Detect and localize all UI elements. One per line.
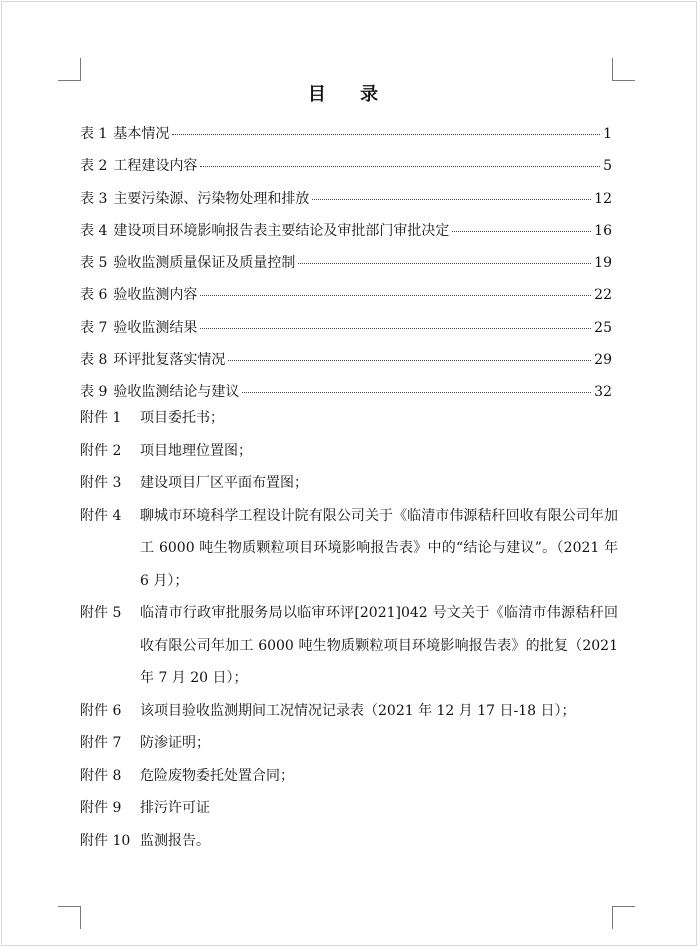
attachment-item xyxy=(80,760,618,793)
attachment-number: 附件 7 xyxy=(80,735,122,751)
crop-mark-bottom-left xyxy=(58,906,81,929)
toc-leader-dots xyxy=(452,231,591,232)
attachment-text: 该项目验收监测期间工况情况记录表（2021 年 12 月 17 日-18 日）； xyxy=(140,702,576,719)
toc-entry[interactable] xyxy=(80,118,612,150)
toc-entry-number: 表 7 xyxy=(80,319,108,336)
toc-leader-dots xyxy=(200,328,591,329)
attachment-text: 项目委托书； xyxy=(140,410,224,426)
toc-entry-label xyxy=(80,312,197,344)
attachment-item xyxy=(80,727,618,760)
attachment-number: 附件 8 xyxy=(80,767,122,784)
toc-entry-label xyxy=(80,279,197,311)
toc-leader-dots xyxy=(242,392,591,393)
toc-entry[interactable] xyxy=(80,279,612,311)
toc-entry[interactable] xyxy=(80,150,612,182)
toc-entry-text: 验收监测结果 xyxy=(113,319,198,336)
toc-page-number: 12 xyxy=(594,190,612,207)
toc-leader-dots xyxy=(298,263,591,264)
attachment-text: 监测报告。 xyxy=(140,832,210,849)
toc-entry-number: 表 1 xyxy=(80,126,108,142)
toc-entry[interactable] xyxy=(80,247,612,279)
toc-entry-number: 表 8 xyxy=(80,352,108,369)
toc-entry-number: 表 4 xyxy=(80,222,108,239)
crop-mark-top-right xyxy=(612,58,635,81)
toc-entry-label xyxy=(80,247,295,279)
attachment-item xyxy=(80,467,618,500)
toc-entry-text: 主要污染源、污染物处理和排放 xyxy=(113,190,310,207)
toc-entry-text: 验收监测内容 xyxy=(113,287,198,304)
toc-page-number: 29 xyxy=(594,352,612,369)
toc-entry-number: 表 5 xyxy=(80,255,108,272)
crop-mark-bottom-right xyxy=(612,906,635,929)
attachment-number: 附件 10 xyxy=(80,832,131,849)
table-of-contents xyxy=(80,118,612,409)
attachment-text: 项目地理位置图； xyxy=(140,442,252,459)
attachment-text: 聊城市环境科学工程设计院有限公司关于《临清市伟源秸秆回收有限公司年加工 6000 吨生物质颗粒项目环境影响报告表》中的“结论与建议”。（2021 年 6 月）； xyxy=(140,507,618,589)
toc-page-number: 22 xyxy=(594,287,612,304)
toc-entry-number: 表 9 xyxy=(80,384,108,401)
toc-entry-number: 表 2 xyxy=(80,158,108,175)
toc-entry-label xyxy=(80,215,449,247)
attachment-text: 排污许可证 xyxy=(140,800,210,816)
attachment-item xyxy=(80,597,618,695)
toc-page-number: 1 xyxy=(603,126,612,142)
crop-mark-top-left xyxy=(58,58,81,81)
toc-entry-text: 验收监测质量保证及质量控制 xyxy=(113,255,296,272)
attachment-text: 建设项目厂区平面布置图； xyxy=(140,475,308,491)
toc-entry-label xyxy=(80,183,309,215)
attachment-item xyxy=(80,402,618,435)
toc-entry-number: 表 6 xyxy=(80,287,108,304)
attachment-number: 附件 3 xyxy=(80,475,122,491)
toc-page-number: 16 xyxy=(594,222,612,239)
toc-page-number: 5 xyxy=(603,158,612,175)
toc-entry-text: 环评批复落实情况 xyxy=(113,352,226,369)
attachment-number: 附件 1 xyxy=(80,410,122,426)
attachment-number: 附件 2 xyxy=(80,442,122,459)
page-title: 目 录 xyxy=(307,84,393,105)
toc-page-number: 19 xyxy=(594,255,612,272)
attachment-number: 附件 9 xyxy=(80,800,122,816)
toc-entry-text: 工程建设内容 xyxy=(113,158,198,175)
toc-entry-text: 基本情况 xyxy=(113,126,170,142)
toc-page-number: 32 xyxy=(594,384,612,401)
toc-entry[interactable] xyxy=(80,344,612,376)
attachment-item xyxy=(80,792,618,825)
toc-entry-label xyxy=(80,118,169,150)
toc-leader-dots xyxy=(172,134,600,135)
toc-entry[interactable] xyxy=(80,183,612,215)
attachment-list xyxy=(80,402,618,857)
toc-entry[interactable] xyxy=(80,215,612,247)
attachment-text: 临清市行政审批服务局以临审环评[2021]042 号文关于《临清市伟源秸秆回收有限公司年加工 6000 吨生物质颗粒项目环境影响报告表》的批复（2021 年 7 月 20 日）； xyxy=(140,605,618,686)
toc-entry[interactable] xyxy=(80,312,612,344)
attachment-item xyxy=(80,500,618,598)
toc-leader-dots xyxy=(228,360,591,361)
attachment-item xyxy=(80,825,618,858)
toc-entry-label xyxy=(80,344,225,376)
toc-entry-text: 建设项目环境影响报告表主要结论及审批部门审批决定 xyxy=(113,222,450,239)
toc-entry-text: 验收监测结论与建议 xyxy=(113,384,240,401)
attachment-text: 防渗证明； xyxy=(140,735,210,751)
attachment-number: 附件 6 xyxy=(80,702,122,719)
toc-entry-label xyxy=(80,150,197,182)
toc-page-number: 25 xyxy=(594,319,612,336)
attachment-text: 危险废物委托处置合同； xyxy=(140,767,294,784)
toc-leader-dots xyxy=(312,199,591,200)
attachment-number: 附件 5 xyxy=(80,605,122,621)
attachment-item xyxy=(80,435,618,468)
toc-entry-number: 表 3 xyxy=(80,190,108,207)
attachment-item xyxy=(80,695,618,728)
toc-leader-dots xyxy=(200,295,591,296)
attachment-number: 附件 4 xyxy=(80,507,122,524)
toc-leader-dots xyxy=(200,166,600,167)
